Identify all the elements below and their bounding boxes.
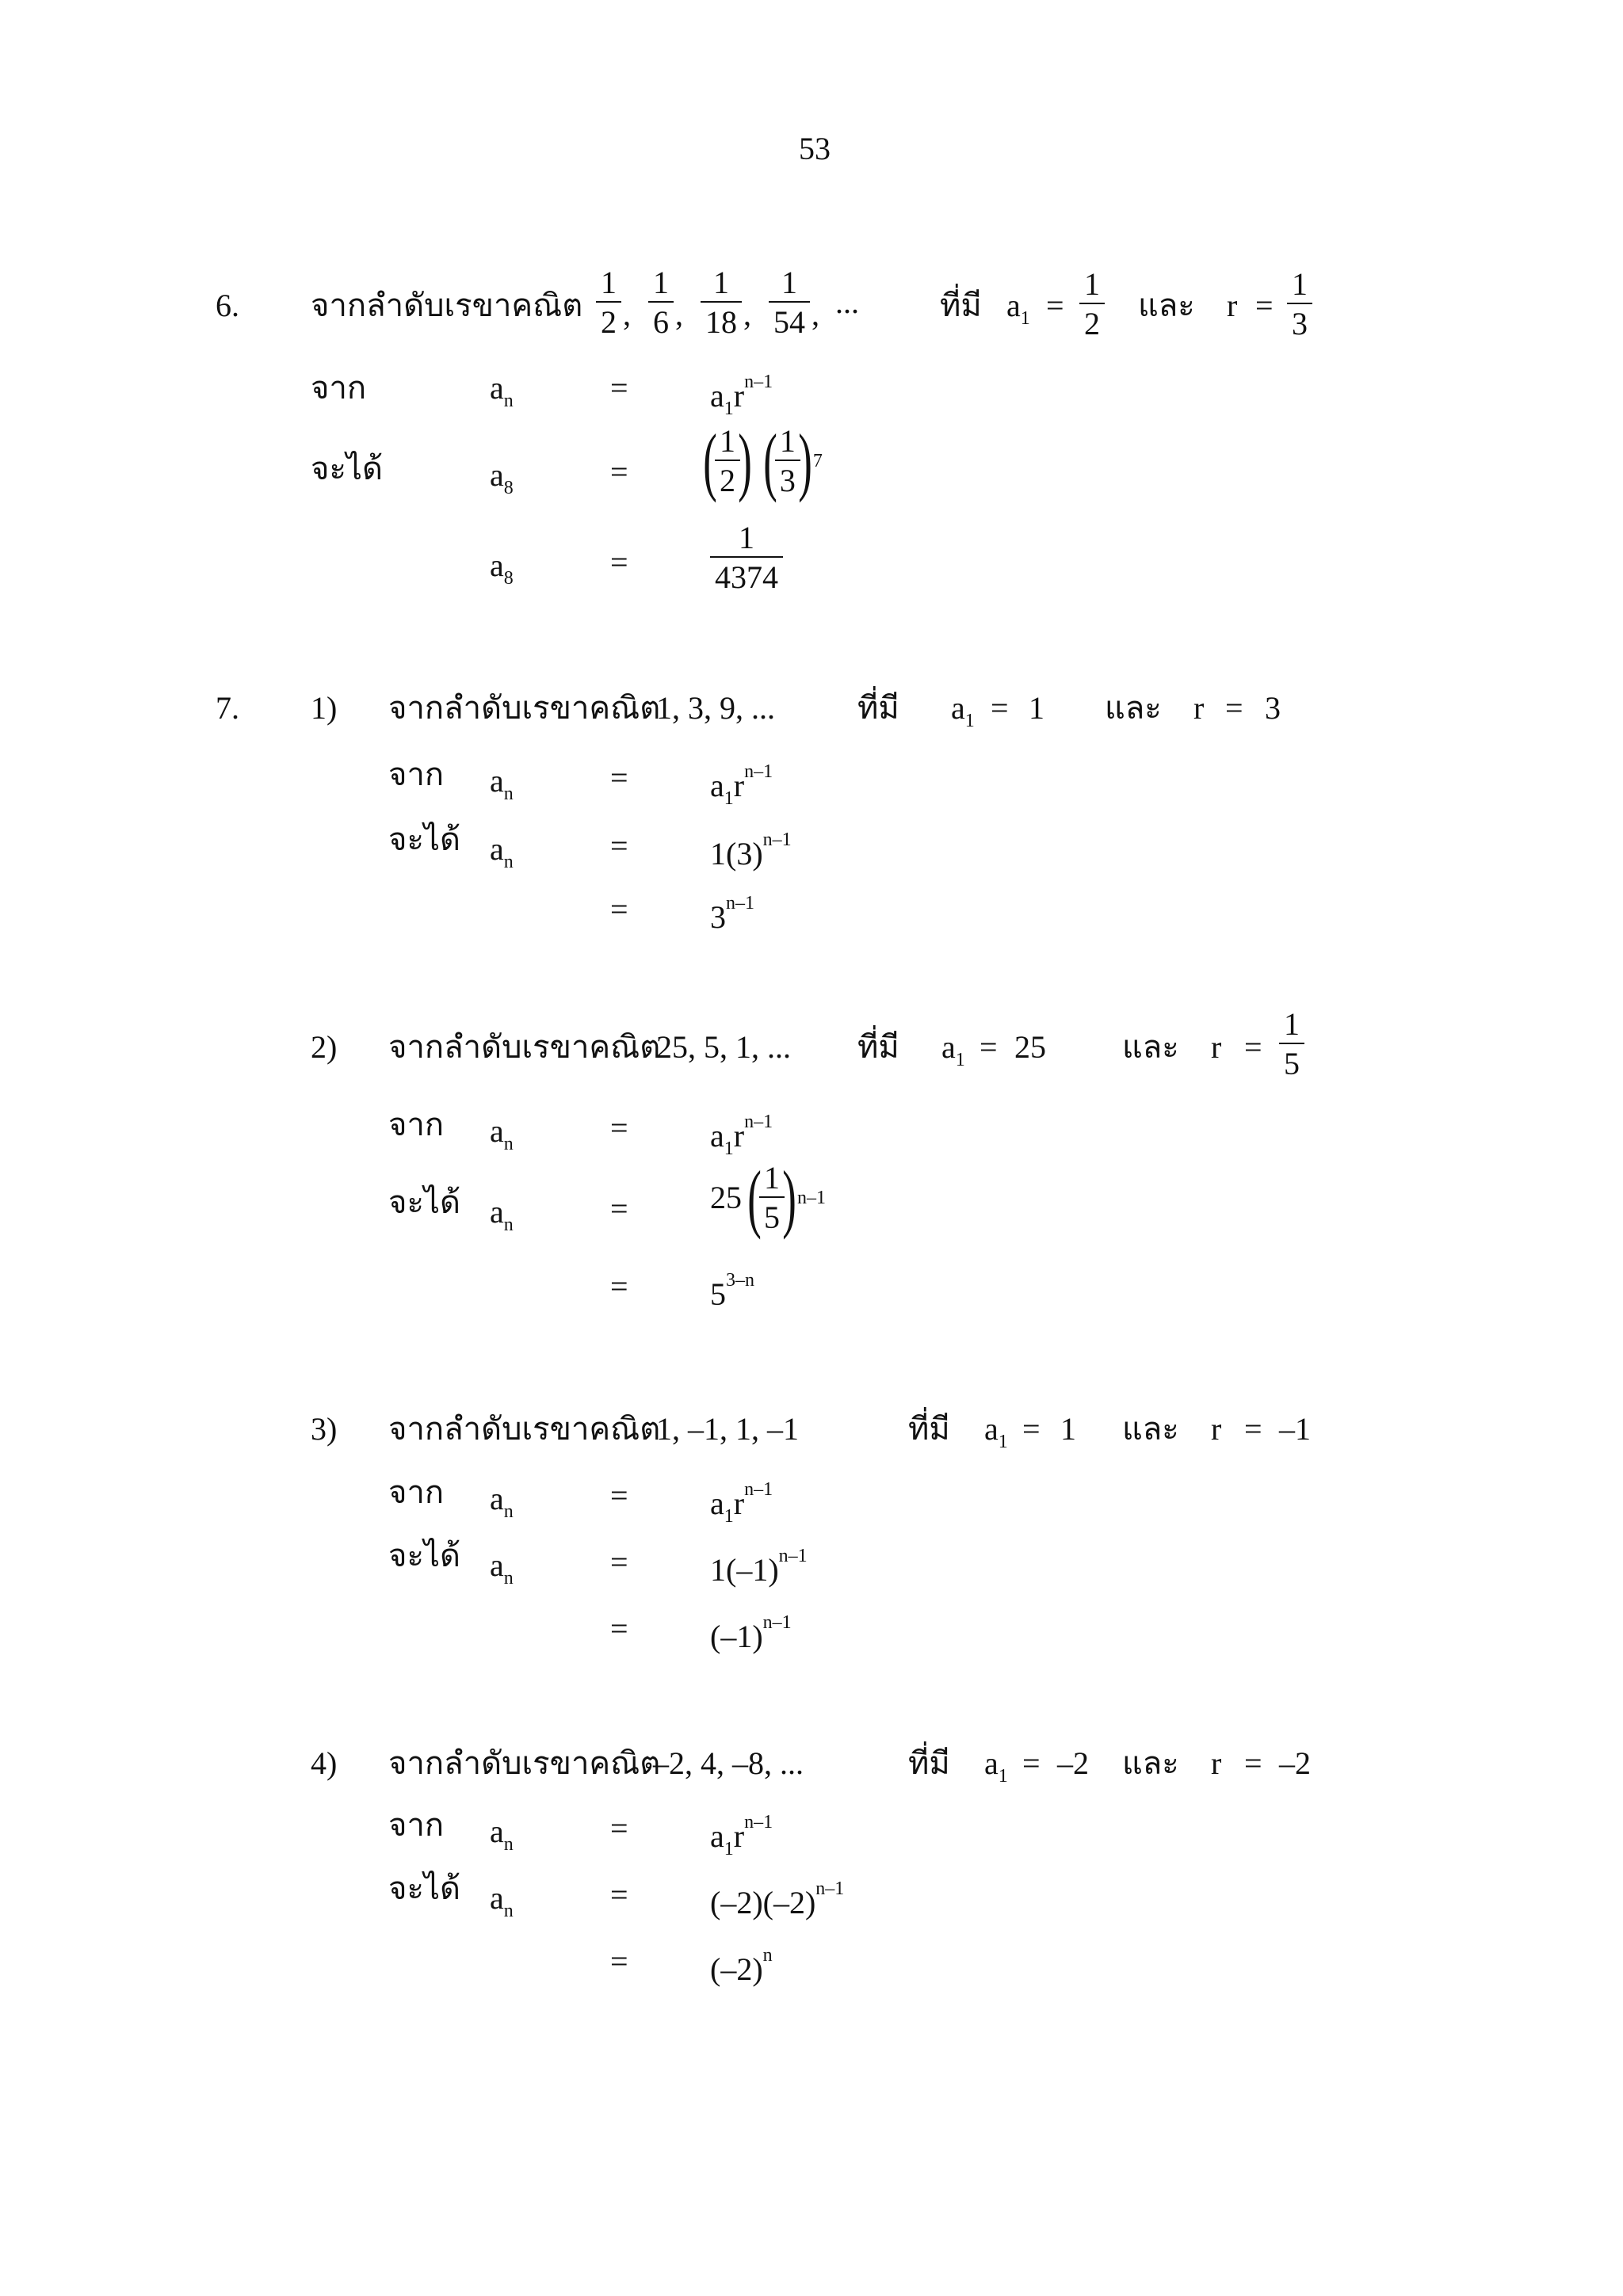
equals-sign: = <box>610 1611 628 1646</box>
part-3-label: 3) <box>311 1411 338 1447</box>
equals-sign: = <box>610 544 628 580</box>
part-4-step-2: $(-2)(-2)^{n-1}$ <box>710 1878 845 1920</box>
comma: , <box>743 296 751 332</box>
equals-sign: = <box>610 1877 628 1913</box>
an-term: $a_n$ <box>490 1113 514 1154</box>
equals-sign: = <box>610 1268 628 1304</box>
problem-6-r: r <box>1227 288 1238 323</box>
part-2-label: 2) <box>311 1029 338 1065</box>
an-term: $a_n$ <box>490 1547 514 1589</box>
a8-term: $a_8$ <box>490 547 514 589</box>
coefficient: 25 <box>710 1180 742 1215</box>
part-4-sequence: –2, 4, –8, ... <box>653 1745 804 1781</box>
part-2-step-3: 5$^{3-n}$ <box>710 1270 754 1312</box>
part-1-step-3: 3$^{n-1}$ <box>710 893 754 935</box>
part-1-and: และ <box>1105 690 1162 726</box>
equals-sign: = <box>610 1544 628 1580</box>
part-2-a1: $a_1$ <box>941 1029 965 1070</box>
comma: , <box>623 296 631 332</box>
right-paren: ) <box>798 418 812 503</box>
equals-sign: = <box>991 690 1009 726</box>
part-3-where: ที่มี <box>908 1411 950 1447</box>
a8-term: $a_8$ <box>490 457 514 498</box>
from-label: จาก <box>388 1474 445 1510</box>
fraction-one-half: $\frac{1}{2}$ <box>715 425 740 498</box>
part-4-label: 4) <box>311 1745 338 1781</box>
part-2-a1-value: 25 <box>1014 1029 1046 1065</box>
equals-sign: = <box>1244 1411 1262 1447</box>
general-term-formula: $a_1r^{n-1}$ <box>710 372 773 419</box>
equals-sign: = <box>1022 1745 1041 1781</box>
from-label: จาก <box>388 757 445 792</box>
seq-term-2: $\frac{1}{6}$ <box>648 266 674 339</box>
part-2-intro: จากลำดับเรขาคณิต <box>388 1029 661 1065</box>
part-2-sequence: 25, 5, 1, ... <box>656 1029 791 1065</box>
equals-sign: = <box>980 1029 998 1065</box>
part-3-a1-value: 1 <box>1060 1411 1076 1447</box>
problem-6-a1: $a_1$ <box>1006 288 1030 329</box>
part-4-where: ที่มี <box>908 1745 950 1781</box>
part-4-r-value: –2 <box>1279 1745 1311 1781</box>
equals-sign: = <box>610 454 628 490</box>
part-1-intro: จากลำดับเรขาคณิต <box>388 690 661 726</box>
problem-6-intro: จากลำดับเรขาคณิต <box>311 288 583 323</box>
an-term: $a_n$ <box>490 370 514 411</box>
equals-sign: = <box>610 370 628 406</box>
part-1-r: r <box>1193 690 1205 726</box>
part-1-a1-value: 1 <box>1029 690 1044 726</box>
problem-6-result: $\frac{1}{4374}$ <box>710 521 783 594</box>
seq-term-4: $\frac{1}{54}$ <box>769 266 810 339</box>
part-1-step-2: $1(3)^{n-1}$ <box>710 830 792 871</box>
part-3-step-2: $1(-1)^{n-1}$ <box>710 1546 808 1588</box>
an-term: $a_n$ <box>490 1481 514 1522</box>
right-paren: ) <box>738 418 752 503</box>
equals-sign: = <box>610 1110 628 1146</box>
equals-sign: = <box>1046 288 1064 323</box>
general-term-formula: $a_1r^{n-1}$ <box>710 761 773 809</box>
part-4-and: และ <box>1122 1745 1179 1781</box>
equals-sign: = <box>1225 690 1243 726</box>
ellipsis: ... <box>835 284 859 320</box>
equals-sign: = <box>1244 1745 1262 1781</box>
get-label: จะได้ <box>388 1871 461 1906</box>
from-label: จาก <box>388 1107 445 1142</box>
part-2-r-value: $\frac{1}{5}$ <box>1279 1008 1304 1081</box>
get-label: จะได้ <box>311 451 384 486</box>
part-4-r: r <box>1211 1745 1222 1781</box>
an-term: $a_n$ <box>490 831 514 872</box>
left-paren: ( <box>703 418 717 503</box>
comma: , <box>812 296 819 332</box>
part-3-and: และ <box>1122 1411 1179 1447</box>
problem-6-sequence <box>596 266 859 339</box>
equals-sign: = <box>610 760 628 795</box>
part-2-and: และ <box>1122 1029 1179 1065</box>
comma: , <box>675 296 683 332</box>
an-term: $a_n$ <box>490 1880 514 1921</box>
fraction-one-fifth: $\frac{1}{5}$ <box>759 1161 785 1234</box>
left-paren: ( <box>747 1155 762 1240</box>
equals-sign: = <box>1244 1029 1262 1065</box>
equals-sign: = <box>610 828 628 864</box>
an-term: $a_n$ <box>490 763 514 804</box>
right-paren: ) <box>782 1155 796 1240</box>
exponent: n–1 <box>796 1188 826 1208</box>
exponent: 7 <box>812 451 823 471</box>
part-4-intro: จากลำดับเรขาคณิต <box>388 1745 661 1781</box>
equals-sign: = <box>610 1478 628 1513</box>
part-3-intro: จากลำดับเรขาคณิต <box>388 1411 661 1447</box>
seq-term-3: $\frac{1}{18}$ <box>701 266 742 339</box>
equals-sign: = <box>610 1810 628 1846</box>
part-4-a1-value: –2 <box>1057 1745 1089 1781</box>
part-2-r: r <box>1211 1029 1222 1065</box>
from-label: จาก <box>311 370 367 406</box>
part-3-a1: $a_1$ <box>984 1411 1008 1452</box>
general-term-formula: $a_1r^{n-1}$ <box>710 1812 773 1859</box>
get-label: จะได้ <box>388 822 461 857</box>
problem-6-and: และ <box>1138 288 1195 323</box>
an-term: $a_n$ <box>490 1814 514 1855</box>
part-2-step-2 <box>710 1155 826 1240</box>
part-2-where: ที่มี <box>857 1029 899 1065</box>
page-number: 53 <box>799 131 831 166</box>
problem-6-a1-value: $\frac{1}{2}$ <box>1079 268 1105 341</box>
an-term: $a_n$ <box>490 1194 514 1235</box>
part-3-sequence: 1, –1, 1, –1 <box>656 1411 799 1447</box>
problem-6-r-value: $\frac{1}{3}$ <box>1287 268 1312 341</box>
problem-6-number: 6. <box>216 288 239 323</box>
get-label: จะได้ <box>388 1538 461 1573</box>
general-term-formula: $a_1r^{n-1}$ <box>710 1112 773 1159</box>
equals-sign: = <box>610 891 628 927</box>
problem-7-number: 7. <box>216 690 239 726</box>
part-1-a1: $a_1$ <box>951 690 975 731</box>
part-4-a1: $a_1$ <box>984 1745 1008 1787</box>
general-term-formula: $a_1r^{n-1}$ <box>710 1479 773 1527</box>
seq-term-1: $\frac{1}{2}$ <box>596 266 621 339</box>
part-3-r-value: –1 <box>1279 1411 1311 1447</box>
part-1-where: ที่มี <box>857 690 899 726</box>
part-4-step-3: $(-2)^n$ <box>710 1945 773 1987</box>
left-paren: ( <box>763 418 777 503</box>
fraction-one-third: $\frac{1}{3}$ <box>775 425 800 498</box>
get-label: จะได้ <box>388 1184 461 1220</box>
part-1-r-value: 3 <box>1265 690 1281 726</box>
equals-sign: = <box>1022 1411 1041 1447</box>
equals-sign: = <box>610 1191 628 1226</box>
part-3-step-3: $(-1)^{n-1}$ <box>710 1612 792 1654</box>
part-1-sequence: 1, 3, 9, ... <box>656 690 775 726</box>
from-label: จาก <box>388 1807 445 1843</box>
problem-6-where: ที่มี <box>940 288 982 323</box>
part-1-label: 1) <box>311 690 338 726</box>
equals-sign: = <box>1255 288 1274 323</box>
equals-sign: = <box>610 1943 628 1979</box>
part-3-r: r <box>1211 1411 1222 1447</box>
a8-expression <box>697 418 823 503</box>
